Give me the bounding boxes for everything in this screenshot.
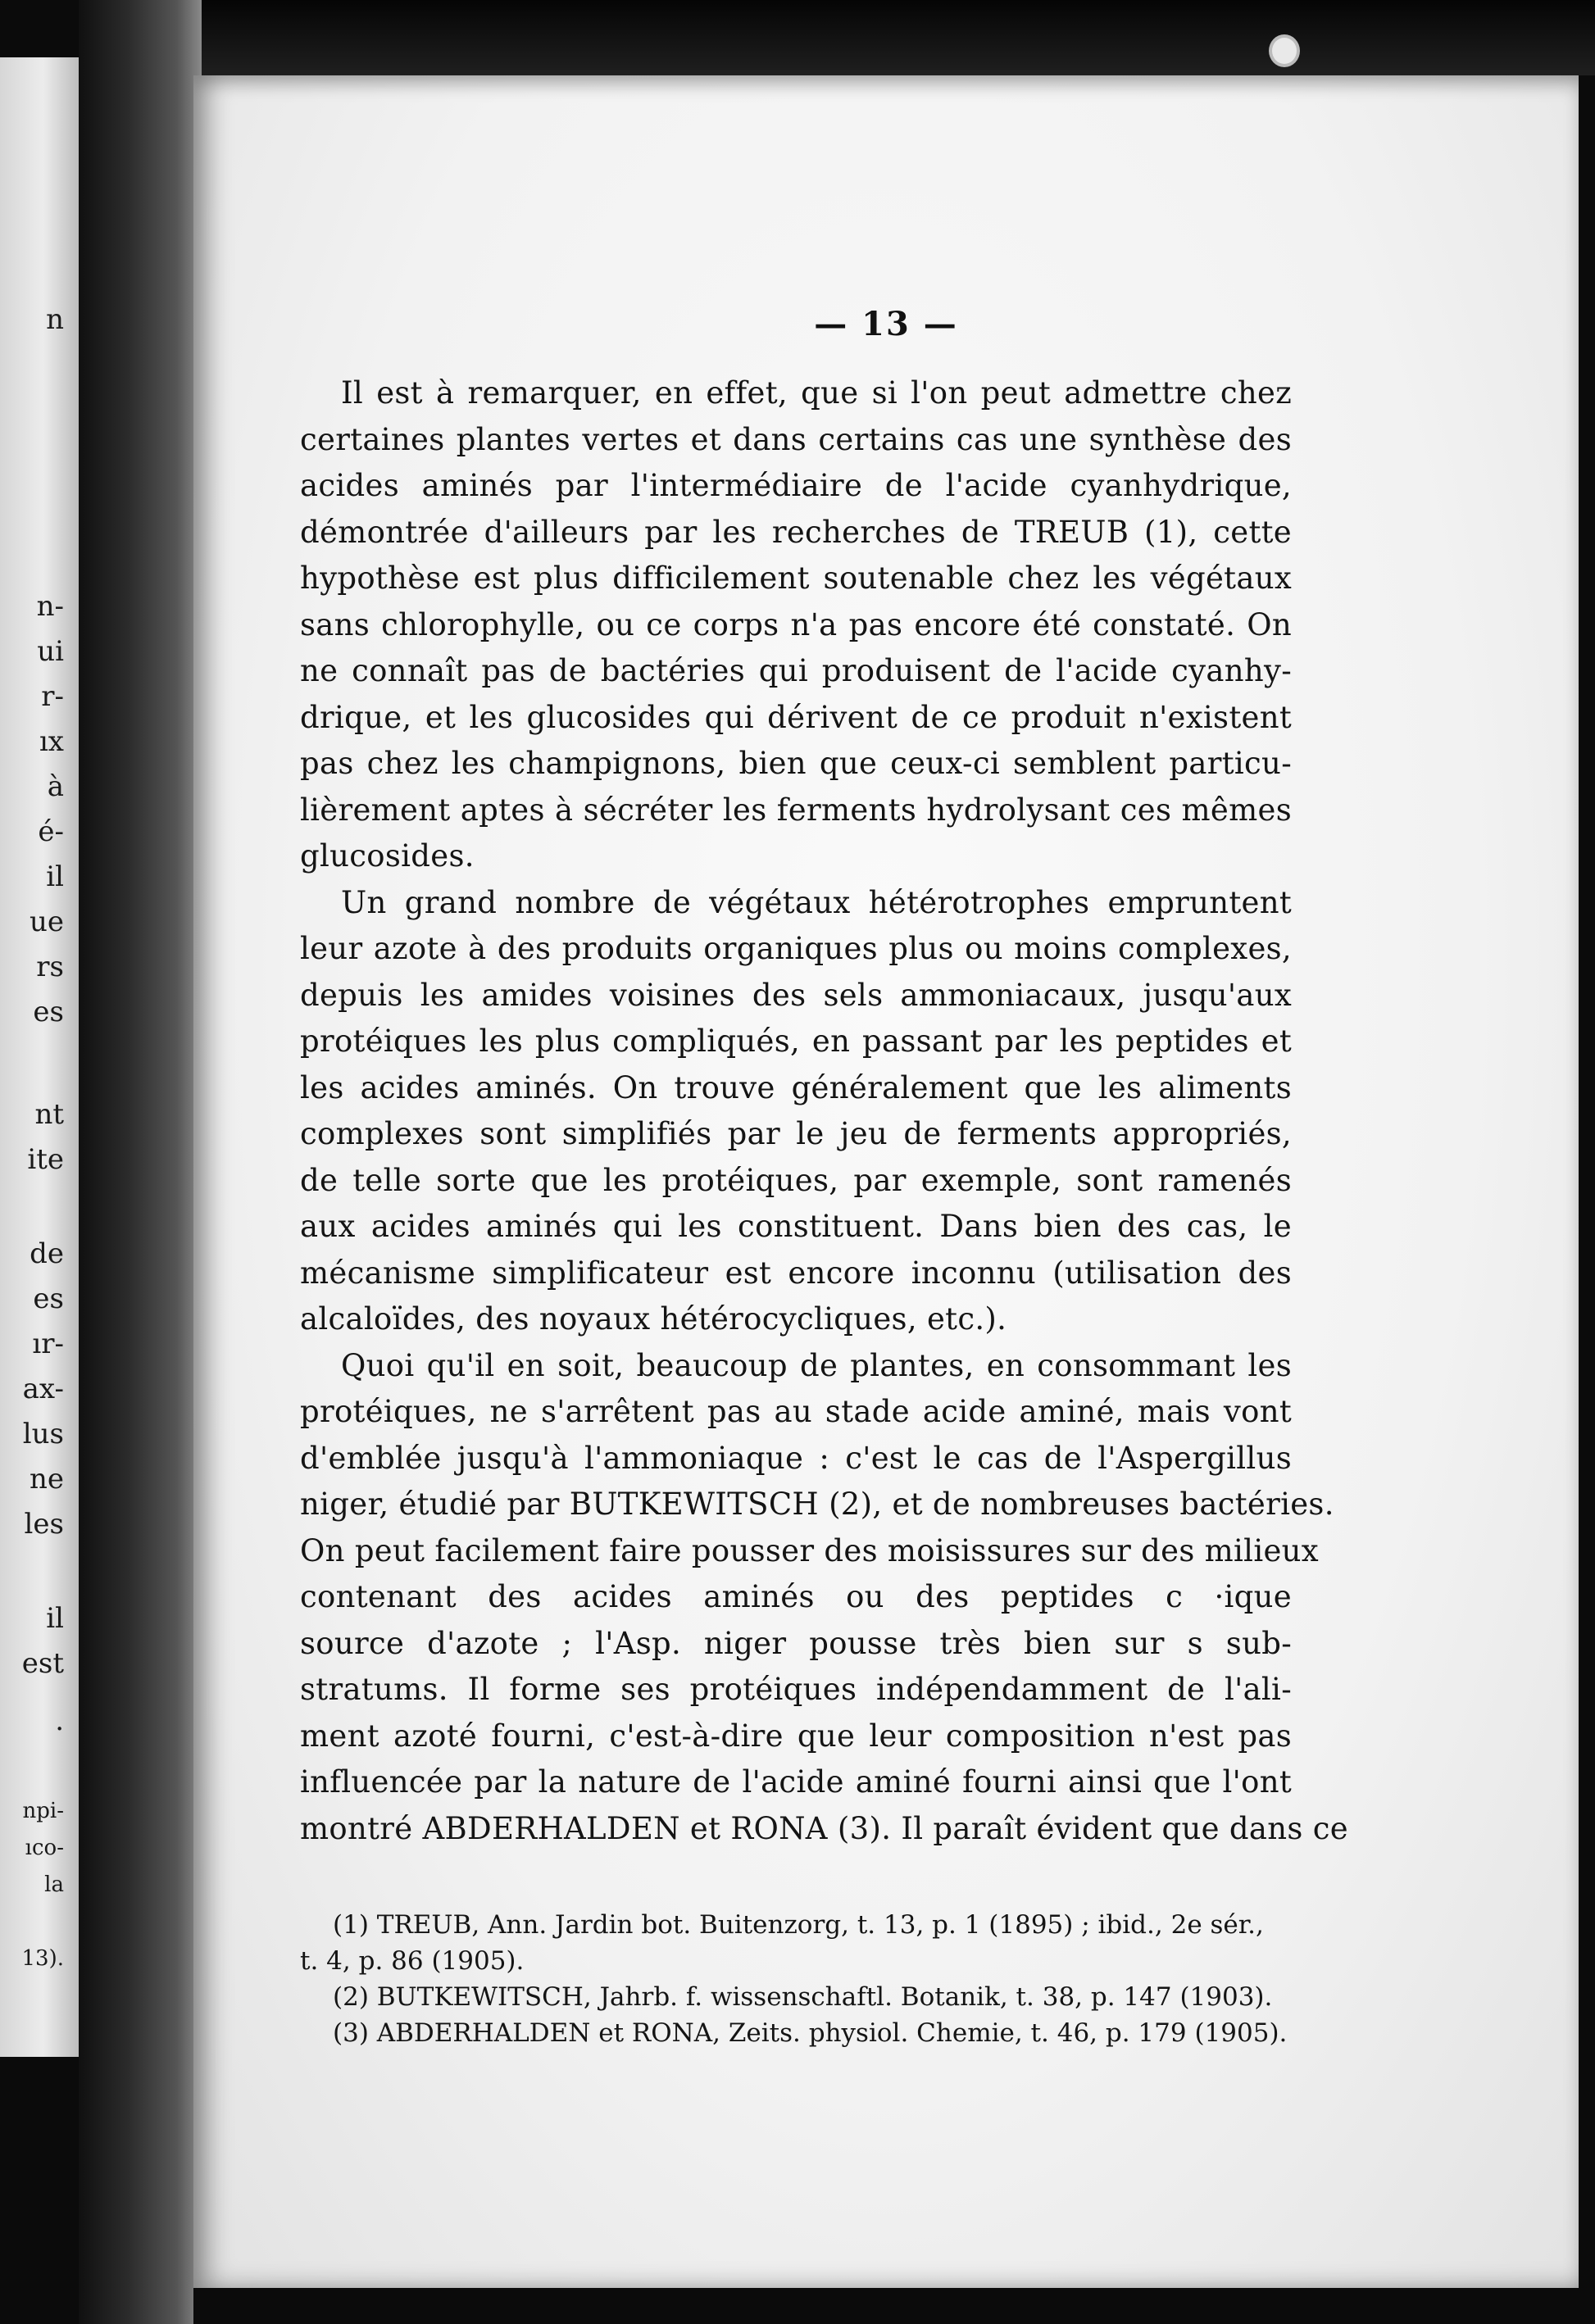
text-line: hypothèse est plus difficilement soutenable chez les végétaux [300,561,1292,596]
text-line: de telle sorte que les protéiques, par exemple, sont ramenés [300,1162,1292,1198]
prev-page-fragment: é- [38,815,64,848]
text-line: certaines plantes vertes et dans certains cas une synthèse des [300,421,1292,457]
text-line: On peut facilement faire pousser des moisissures sur des milieux [300,1532,1319,1568]
prev-page-fragment: r- [41,680,64,713]
text-line: drique, et les glucosides qui dérivent de ce produit n'existent [300,699,1292,735]
scan-top-border [193,0,1595,75]
prev-page-fragment: la [44,1872,64,1897]
text-line: les acides aminés. On trouve généralement que les aliments [300,1069,1292,1105]
body-text [300,370,1348,1852]
page-number: — 13 — [814,305,958,343]
text-line: Un grand nombre de végétaux hétérotrophes empruntent [341,884,1292,920]
prev-page-fragment: n [46,303,64,336]
prev-page-fragment: ne [29,1463,64,1496]
text-line: mécanisme simplificateur est encore inconnu (utilisation des [300,1255,1292,1291]
text-line: protéiques les plus compliqués, en passant par les peptides et [300,1024,1292,1059]
prev-page-fragment: npi- [22,1799,64,1823]
prev-page-fragment: ue [29,906,64,938]
prev-page-fragment: n- [36,590,64,623]
text-line: depuis les amides voisines des sels ammoniacaux, jusqu'aux [300,977,1292,1013]
text-line: d'emblée jusqu'à l'ammoniaque : c'est le cas de l'Aspergillus [300,1440,1292,1476]
prev-page-fragment: lus [22,1418,64,1450]
scan-corner-mark [1269,34,1300,67]
page-gutter-shadow [79,0,202,2324]
text-line: protéiques, ne s'arrêtent pas au stade acide aminé, mais vont [300,1394,1292,1429]
text-line: Il est à remarquer, en effet, que si l'on peut admettre chez [341,375,1292,411]
text-line: ment azoté fourni, c'est-à-dire que leur composition n'est pas [300,1718,1292,1754]
text-line: alcaloïdes, des noyaux hétérocycliques, etc.). [300,1301,1007,1337]
prev-page-fragment: . [55,1704,64,1737]
text-line: source d'azote ; l'Asp. niger pousse très bien sur s sub- [300,1625,1292,1661]
prev-page-fragment: ite [27,1143,64,1176]
text-line: démontrée d'ailleurs par les recherches de TREUB (1), cette [300,514,1292,550]
prev-page-fragment: rs [36,951,64,983]
prev-page-fragment: ır- [32,1328,64,1360]
prev-page-fragment: ui [37,635,64,668]
footnotes [300,1907,1292,2051]
text-line: contenant des acides aminés ou des peptides c ·ique [300,1579,1292,1614]
footnote: (3) ABDERHALDEN et RONA, Zeits. physiol. Chemie, t. 46, p. 179 (1905). [333,2018,1288,2048]
prev-page-fragment: ax- [22,1373,64,1405]
text-line: stratums. Il forme ses protéiques indépendamment de l'ali- [300,1672,1292,1707]
previous-page-edge [0,57,79,2057]
text-line: niger, étudié par BUTKEWITSCH (2), et de nombreuses bactéries. [300,1487,1334,1522]
text-line: montré ABDERHALDEN et RONA (3). Il paraît évident que dans ce [300,1810,1348,1846]
prev-page-fragment: est [21,1647,64,1680]
book-page [193,75,1579,2288]
text-line: lièrement aptes à sécréter les ferments hydrolysant ces mêmes [300,792,1292,828]
prev-page-fragment: es [33,996,64,1028]
text-line: sans chlorophylle, ou ce corps n'a pas encore été constaté. On [300,606,1292,642]
prev-page-fragment: les [24,1508,64,1541]
prev-page-fragment: il [46,1602,64,1635]
text-line: Quoi qu'il en soit, beaucoup de plantes, en consommant les [341,1347,1292,1383]
footnote: t. 4, p. 86 (1905). [300,1946,525,1976]
prev-page-fragment: ıx [39,725,64,758]
text-line: complexes sont simplifiés par le jeu de ferments appropriés, [300,1116,1292,1151]
text-line: glucosides. [300,838,475,874]
prev-page-fragment: 13). [21,1946,64,1971]
text-line: leur azote à des produits organiques plus ou moins complexes, [300,931,1292,966]
text-line: influencée par la nature de l'acide aminé fourni ainsi que l'ont [300,1764,1292,1800]
prev-page-fragment: à [47,770,64,803]
text-line: acides aminés par l'intermédiaire de l'acide cyanhydrique, [300,468,1292,503]
prev-page-fragment: de [30,1237,64,1270]
footnote: (2) BUTKEWITSCH, Jahrb. f. wissenschaftl. Botanik, t. 38, p. 147 (1903). [333,1982,1273,2012]
text-line: aux acides aminés qui les constituent. Dans bien des cas, le [300,1209,1292,1244]
text-line: pas chez les champignons, bien que ceux-ci semblent particu- [300,746,1292,781]
footnote: (1) TREUB, Ann. Jardin bot. Buitenzorg, t. 13, p. 1 (1895) ; ibid., 2e sér., [333,1910,1264,1940]
scan-bottom-border [193,2288,1595,2324]
prev-page-fragment: il [46,860,64,893]
prev-page-fragment: nt [34,1098,64,1131]
text-line: ne connaît pas de bactéries qui produisent de l'acide cyanhy- [300,653,1292,688]
prev-page-fragment: es [33,1282,64,1315]
prev-page-fragment: ıco- [25,1836,64,1860]
